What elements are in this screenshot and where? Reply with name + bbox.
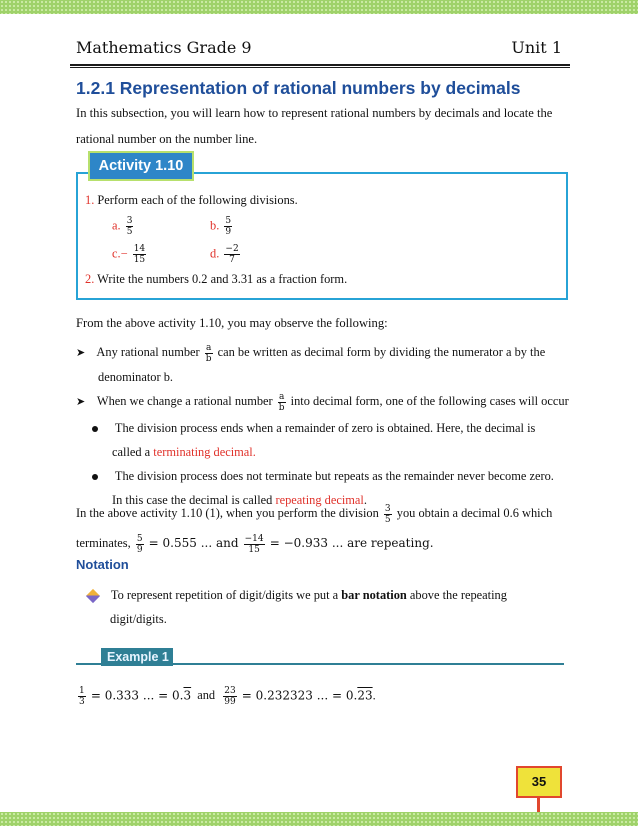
point-1-line-2: denominator b. [98, 370, 174, 384]
division-line-2-pre: terminates, [76, 536, 131, 550]
q2-text: Write the numbers 0.2 and 3.31 as a fraction form. [97, 272, 348, 286]
sub-point-1-line-2 [76, 440, 576, 464]
bar-notation-term: bar notation [341, 588, 407, 602]
point-2 [76, 389, 576, 414]
observe-text: From the above activity 1.10, you may observe the following: [76, 316, 388, 330]
sub-point-1 [76, 416, 576, 440]
division-num: 3 [384, 503, 391, 514]
intro-paragraph [76, 100, 566, 152]
fourteen-fifteenths-equation: = −0.933 ... are repeating. [269, 536, 434, 550]
activity-box [76, 172, 568, 300]
arrow-bullet-icon: ➤ [76, 396, 86, 408]
point-1-num: a [205, 342, 212, 353]
page-number-stem [537, 798, 540, 812]
five-ninths-den: 9 [136, 544, 143, 555]
item-c-den: 15 [133, 255, 146, 265]
example-1-content [76, 686, 376, 707]
point-2-den: b [278, 402, 285, 413]
division-fraction [384, 504, 392, 525]
five-ninths-equation: = 0.555 ... and [148, 536, 239, 550]
and-word: and [197, 688, 216, 703]
point-2-fraction [278, 392, 286, 413]
activity-question-1 [85, 193, 298, 208]
division-line-1 [76, 498, 576, 528]
point-1 [76, 340, 576, 365]
point-2-num: a [278, 391, 285, 402]
notation-line-1-pre: To represent repetition of digit/digits we put a [110, 588, 339, 602]
item-d-label: d. [210, 246, 220, 261]
item-d-fraction [224, 244, 239, 265]
q1-number: 1. [85, 193, 95, 207]
fourteen-fifteenths-den: 15 [248, 544, 260, 555]
item-c-fraction [133, 244, 146, 265]
sub-point-2-line-1: The division process does not terminate but repeats as the remainder never become zero. [114, 469, 554, 483]
twenty-three-ninety-ninths-fraction [223, 686, 236, 707]
sub-point-2-end: . [363, 493, 367, 507]
header-unit: Unit 1 [511, 38, 562, 57]
one-third-den: 3 [79, 697, 85, 707]
item-b-fraction [224, 216, 232, 237]
example-end: . [372, 688, 376, 703]
tt-nn-num: 23 [224, 686, 236, 696]
item-a-fraction [126, 216, 134, 237]
page-header [76, 38, 562, 62]
intro-line-1: In this subsection, you will learn how to represent rational numbers by decimals and locate the [76, 106, 553, 120]
activity-item-b [210, 216, 234, 237]
notation-heading: Notation [76, 557, 129, 572]
fourteen-fifteenths-num: −14 [244, 533, 264, 544]
five-ninths-fraction [136, 534, 144, 555]
section-title: 1.2.1 Representation of rational numbers by decimals [76, 78, 521, 98]
division-line-1-post: you obtain a decimal 0.6 which [396, 506, 553, 520]
item-a-num: 3 [126, 216, 133, 226]
notation-line-1 [88, 583, 568, 607]
point-2-pre: When we change a rational number [96, 394, 273, 408]
arrow-bullet-icon: ➤ [76, 347, 86, 359]
terminating-decimal-term: terminating decimal. [153, 445, 256, 459]
q1-text: Perform each of the following divisions. [97, 193, 298, 207]
example-badge: Example 1 [101, 648, 173, 666]
repeating-decimal-term: repeating decimal [275, 493, 364, 507]
observation-list [76, 340, 576, 512]
activity-badge: Activity 1.10 [88, 151, 194, 181]
item-b-den: 9 [225, 227, 232, 237]
header-subject: Mathematics Grade 9 [76, 38, 252, 57]
repeating-digit-3: 3 [183, 688, 192, 703]
tt-nn-den: 99 [224, 697, 236, 707]
item-a-label: a. [112, 218, 121, 233]
item-c-num: 14 [133, 244, 146, 254]
pin-bullet-icon [86, 589, 100, 603]
one-third-equation: = 0.333 ... = 0. [90, 688, 184, 703]
item-b-label: b. [210, 218, 220, 233]
item-b-num: 5 [225, 216, 232, 226]
point-2-post: into decimal form, one of the following cases will occur [290, 394, 569, 408]
point-1-pre: Any rational number [96, 345, 200, 359]
point-1-fraction [205, 343, 213, 364]
repeating-digits-23: 23 [357, 688, 373, 703]
top-decorative-band [0, 0, 638, 14]
header-rule-thin [70, 67, 570, 68]
five-ninths-num: 5 [136, 533, 143, 544]
activity-item-a [112, 216, 135, 237]
division-den: 5 [384, 514, 391, 525]
bottom-decorative-band [0, 812, 638, 826]
sub-point-1-line-1: The division process ends when a remainder of zero is obtained. Here, the decimal is [114, 421, 536, 435]
q2-number: 2. [85, 272, 95, 286]
page-number: 35 [516, 766, 562, 798]
sub-point-2-pre: In this case the decimal is called [112, 493, 273, 507]
item-a-den: 5 [126, 227, 133, 237]
activity-question-2 [85, 272, 347, 287]
division-example [76, 498, 576, 558]
division-line-1-pre: In the above activity 1.10 (1), when you perform the division [76, 506, 379, 520]
dot-bullet-icon [92, 426, 98, 432]
division-line-2 [76, 528, 576, 558]
one-third-num: 1 [79, 686, 85, 696]
activity-item-d [210, 244, 242, 265]
notation-body [88, 583, 568, 631]
point-1-post: can be written as decimal form by dividing the numerator a by the [217, 345, 546, 359]
sub-point-1-pre: called a [112, 445, 151, 459]
notation-line-2: digit/digits. [110, 612, 167, 626]
intro-line-2: rational number on the number line. [76, 132, 258, 146]
dot-bullet-icon [92, 474, 98, 480]
item-d-den: 7 [229, 255, 235, 265]
item-c-label: c.− [112, 246, 128, 261]
fourteen-fifteenths-fraction [244, 534, 265, 555]
one-third-fraction [78, 686, 86, 707]
item-d-num: −2 [225, 244, 239, 254]
header-rule [70, 64, 570, 66]
point-1-den: b [205, 353, 212, 364]
notation-line-1-post: above the repeating [409, 588, 507, 602]
tt-nn-equation: = 0.232323 ... = 0. [241, 688, 358, 703]
sub-point-2 [76, 464, 576, 488]
activity-item-c [112, 244, 148, 265]
